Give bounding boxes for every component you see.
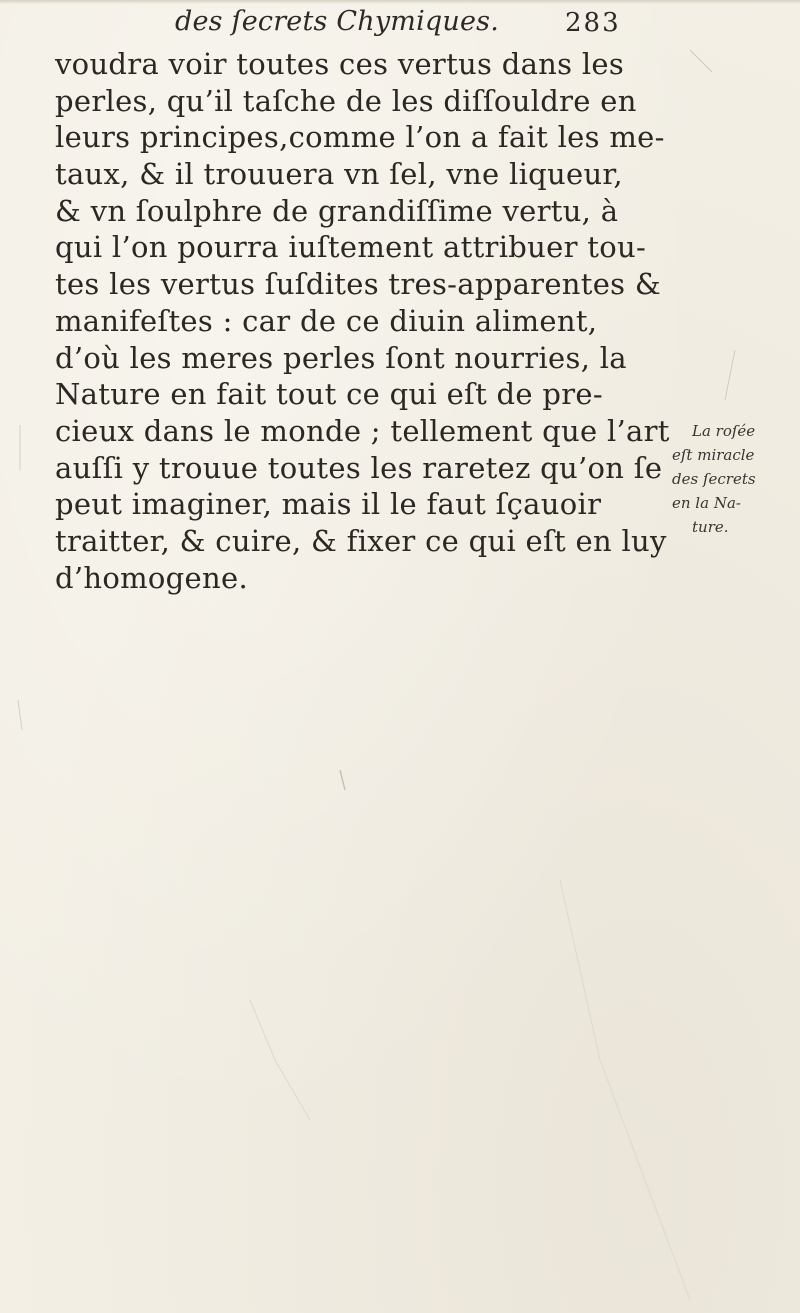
- text-line: manifeſtes : car de ce diuin aliment,: [55, 303, 598, 338]
- text-line: d’où les meres perles ſont nourries, la: [55, 340, 627, 375]
- marginal-note-line: en la Na-: [672, 494, 741, 512]
- main-text-block: [55, 46, 670, 596]
- text-line: & vn ſoulphre de grandiſſime vertu, à: [55, 193, 619, 228]
- page-top-edge: [0, 0, 800, 4]
- text-line: traitter, & cuire, & fixer ce qui eſt en luy: [55, 523, 667, 558]
- page-number: 283: [565, 8, 621, 38]
- text-line: d’homogene.: [55, 560, 248, 595]
- text-line: taux, & il trouuera vn ſel, vne liqueur,: [55, 157, 623, 192]
- text-line: Nature en fait tout ce qui eſt de pre-: [55, 377, 603, 412]
- text-line: perles, qu’il taſche de les diſſouldre en: [55, 83, 637, 118]
- text-line: leurs principes,comme l’on a fait les me-: [55, 120, 665, 155]
- marginal-note-line: des ſecrets: [672, 470, 756, 488]
- running-title: des ſecrets Chymiques.: [175, 6, 499, 37]
- marginal-note: [672, 419, 782, 539]
- text-line: auſſi y trouue toutes les raretez qu’on ſe: [55, 450, 663, 485]
- marginal-note-line: La roſée: [692, 422, 756, 440]
- marginal-note-line: eſt miracle: [672, 446, 755, 464]
- text-line: voudra voir toutes ces vertus dans les: [55, 47, 625, 81]
- marginal-note-line: ture.: [692, 518, 729, 536]
- text-line: peut imaginer, mais il le faut ſçauoir: [55, 487, 602, 522]
- text-line: cieux dans le monde ; tellement que l’art: [55, 413, 670, 448]
- text-line: tes les vertus ſuſdites tres-apparentes &: [55, 267, 661, 302]
- text-line: qui l’on pourra iuſtement attribuer tou-: [55, 230, 647, 265]
